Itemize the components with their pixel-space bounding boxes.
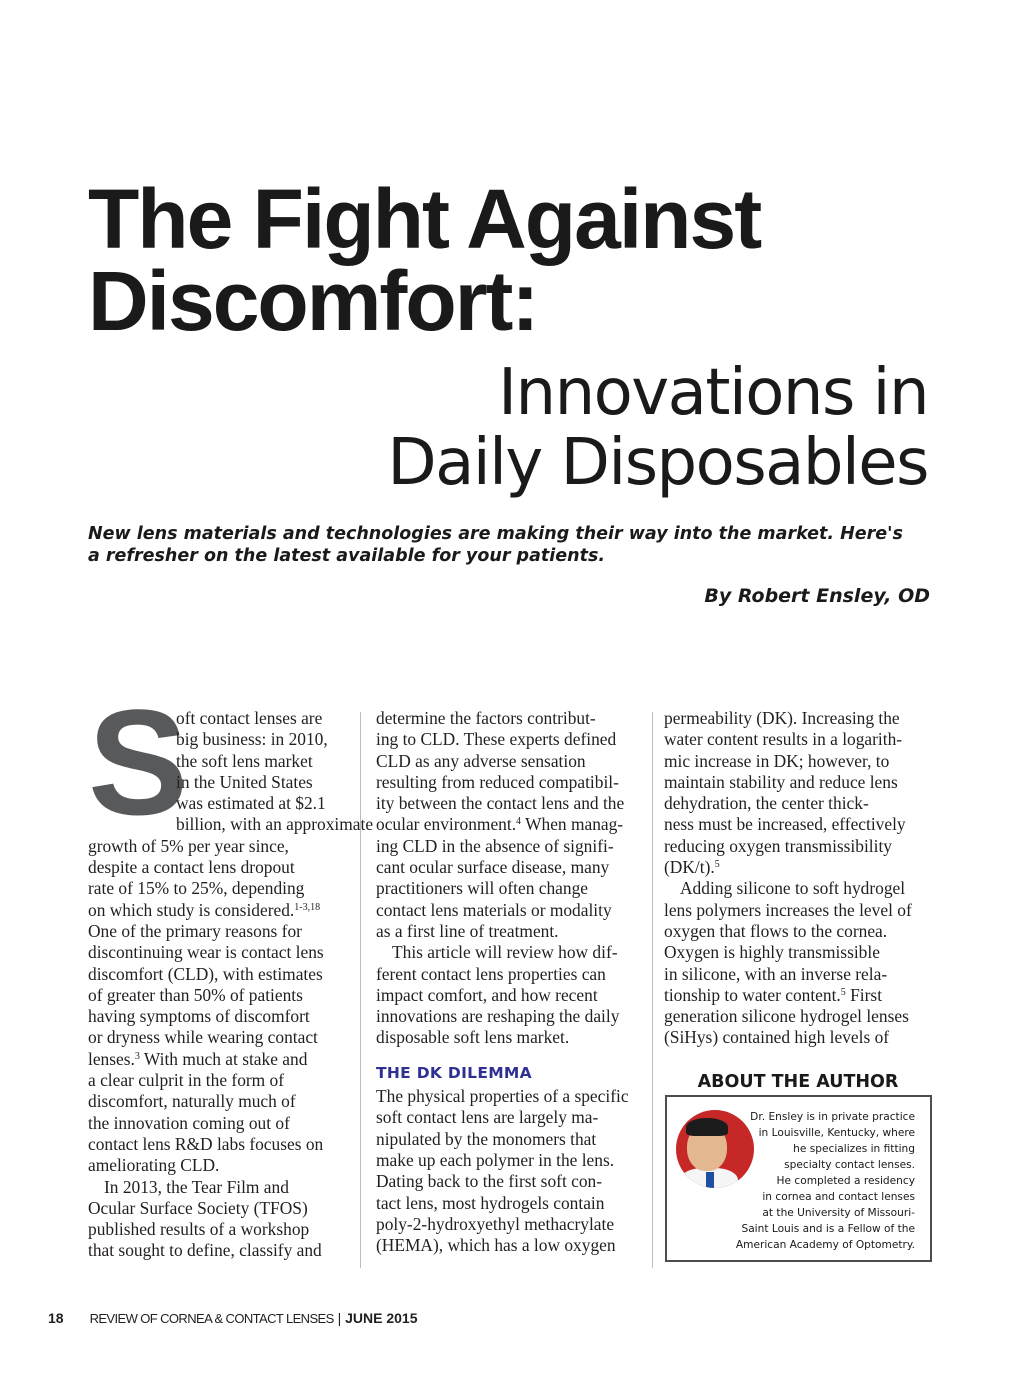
body-line: discomfort (CLD), with estimates xyxy=(88,963,323,984)
deck-line: New lens materials and technologies are making their way into the market. Here's xyxy=(88,524,903,544)
bio-line: Saint Louis and is a Fellow of the xyxy=(741,1223,915,1235)
bio-line: at the University of Missouri- xyxy=(762,1207,915,1219)
body-line: oxygen that flows to the cornea. xyxy=(664,920,888,941)
body-line: Ocular Surface Society (TFOS) xyxy=(88,1197,308,1218)
body-line: or dryness while wearing contact xyxy=(88,1027,318,1048)
body-line: ing CLD in the absence of signifi- xyxy=(376,835,614,856)
title-line: Discomfort: xyxy=(88,254,538,348)
bio-line: specialty contact lenses. xyxy=(784,1159,915,1171)
title-line: The Fight Against xyxy=(88,172,761,266)
issue-date: JUNE 2015 xyxy=(345,1310,418,1326)
body-line: contact lens R&D labs focuses on xyxy=(88,1133,324,1154)
body-line xyxy=(376,814,644,835)
body-line: permeability (DK). Increasing the xyxy=(664,708,900,728)
article-subtitle xyxy=(228,358,928,498)
body-line: rate of 15% to 25%, depending xyxy=(88,878,305,899)
body-line: water content results in a logarith- xyxy=(664,729,903,750)
body-column-3 xyxy=(664,708,928,1049)
deck-line: a refresher on the latest available for your patients. xyxy=(88,546,606,566)
author-box xyxy=(665,1095,932,1262)
citation: 3 xyxy=(134,1050,140,1062)
page-number: 18 xyxy=(48,1310,64,1326)
body-line: This article will review how dif- xyxy=(392,942,618,963)
body-line: mic increase in DK; however, to xyxy=(664,750,890,771)
body-line: soft contact lens are largely ma- xyxy=(376,1107,599,1128)
footer-separator: | xyxy=(333,1310,346,1326)
body-text: With much at stake and xyxy=(139,1048,308,1069)
body-text: First xyxy=(845,984,883,1005)
body-line: innovations are reshaping the daily xyxy=(376,1006,620,1027)
body-line xyxy=(664,985,928,1006)
subtitle-line: Daily Disposables xyxy=(387,426,928,500)
body-line: poly-2-hydroxyethyl methacrylate xyxy=(376,1213,615,1234)
body-line: having symptoms of discomfort xyxy=(88,1006,310,1027)
bio-line: in cornea and contact lenses xyxy=(762,1191,915,1203)
body-line: impact comfort, and how recent xyxy=(376,984,598,1005)
column-divider xyxy=(652,712,653,1268)
body-text: When manag- xyxy=(521,814,624,835)
body-line: the soft lens market xyxy=(176,750,313,771)
body-line: Oxygen is highly transmissible xyxy=(664,942,880,963)
citation: 4 xyxy=(516,816,522,828)
body-line: a clear culprit in the form of xyxy=(88,1070,285,1091)
body-line: nipulated by the monomers that xyxy=(376,1128,597,1149)
article-title xyxy=(88,172,968,348)
body-line: make up each polymer in the lens. xyxy=(376,1149,615,1170)
citation: 1-3,18 xyxy=(294,901,321,913)
body-line: discomfort, naturally much of xyxy=(88,1091,296,1112)
body-line: in silicone, with an inverse rela- xyxy=(664,963,888,984)
body-text: ocular environment. xyxy=(376,814,517,835)
column-divider xyxy=(360,712,361,1268)
body-line xyxy=(88,1049,344,1070)
bio-line: He completed a residency xyxy=(776,1175,915,1187)
body-line: resulting from reduced compatibil- xyxy=(376,771,619,792)
body-line: the innovation coming out of xyxy=(88,1112,290,1133)
body-line: generation silicone hydrogel lenses xyxy=(664,1006,909,1027)
body-line: growth of 5% per year since, xyxy=(88,835,289,856)
body-line: The physical properties of a specific xyxy=(376,1086,629,1107)
body-column-2 xyxy=(376,708,644,1256)
body-text: lenses. xyxy=(88,1048,135,1069)
publication-name: REVIEW OF CORNEA & CONTACT LENSES xyxy=(89,1311,334,1326)
body-line: (HEMA), which has a low oxygen xyxy=(376,1235,616,1256)
body-line: maintain stability and reduce lens xyxy=(664,771,898,792)
bio-line: he specializes in fitting xyxy=(793,1143,915,1155)
body-line: disposable soft lens market. xyxy=(376,1027,570,1048)
body-line: CLD as any adverse sensation xyxy=(376,750,586,771)
section-heading: THE DK DILEMMA xyxy=(376,1063,532,1082)
body-text: on which study is considered. xyxy=(88,899,295,920)
bio-line: Dr. Ensley is in private practice xyxy=(750,1111,915,1123)
body-line: reducing oxygen transmissibility xyxy=(664,835,892,856)
body-line: ity between the contact lens and the xyxy=(376,793,625,814)
body-line: cant ocular surface disease, many xyxy=(376,857,610,878)
body-line: Adding silicone to soft hydrogel xyxy=(680,878,906,899)
body-line: as a first line of treatment. xyxy=(376,920,559,941)
body-line: Dating back to the first soft con- xyxy=(376,1171,603,1192)
citation: 5 xyxy=(840,986,846,998)
body-column-1 xyxy=(88,678,374,1262)
body-line: determine the factors contribut- xyxy=(376,708,596,728)
bio-line: American Academy of Optometry. xyxy=(735,1239,915,1251)
citation: 5 xyxy=(714,859,720,871)
author-box-heading: ABOUT THE AUTHOR xyxy=(697,1072,899,1092)
body-line: was estimated at $2.1 xyxy=(176,793,326,814)
body-line: tact lens, most hydrogels contain xyxy=(376,1192,605,1213)
byline: By Robert Ensley, OD xyxy=(704,585,930,607)
body-line: published results of a workshop xyxy=(88,1219,310,1240)
article-deck xyxy=(88,523,938,567)
body-line: contact lens materials or modality xyxy=(376,899,612,920)
body-line: ness must be increased, effectively xyxy=(664,814,906,835)
body-line: big business: in 2010, xyxy=(176,729,328,750)
body-line: oft contact lenses are xyxy=(176,708,323,728)
body-line: practitioners will often change xyxy=(376,878,588,899)
body-text: (DK/t). xyxy=(664,857,715,878)
body-line: In 2013, the Tear Film and xyxy=(104,1176,289,1197)
body-line: despite a contact lens dropout xyxy=(88,857,295,878)
body-line xyxy=(88,900,344,921)
body-line: in the United States xyxy=(176,771,313,792)
author-bio xyxy=(673,1109,915,1253)
body-line: ameliorating CLD. xyxy=(88,1155,220,1176)
drop-cap: S xyxy=(88,678,186,846)
body-line: that sought to define, classify and xyxy=(88,1240,322,1261)
subtitle-line: Innovations in xyxy=(498,356,928,430)
body-line: ing to CLD. These experts defined xyxy=(376,729,617,750)
page-footer xyxy=(48,1310,418,1326)
body-line: billion, with an approximate xyxy=(176,814,374,835)
body-line: One of the primary reasons for xyxy=(88,920,302,941)
body-line: (SiHys) contained high levels of xyxy=(664,1027,890,1048)
body-line: of greater than 50% of patients xyxy=(88,984,303,1005)
body-text: tionship to water content. xyxy=(664,984,841,1005)
body-line: lens polymers increases the level of xyxy=(664,899,912,920)
body-line xyxy=(664,857,928,878)
bio-line: in Louisville, Kentucky, where xyxy=(758,1127,915,1139)
body-line: ferent contact lens properties can xyxy=(376,963,606,984)
body-line: discontinuing wear is contact lens xyxy=(88,942,324,963)
body-line: dehydration, the center thick- xyxy=(664,793,869,814)
